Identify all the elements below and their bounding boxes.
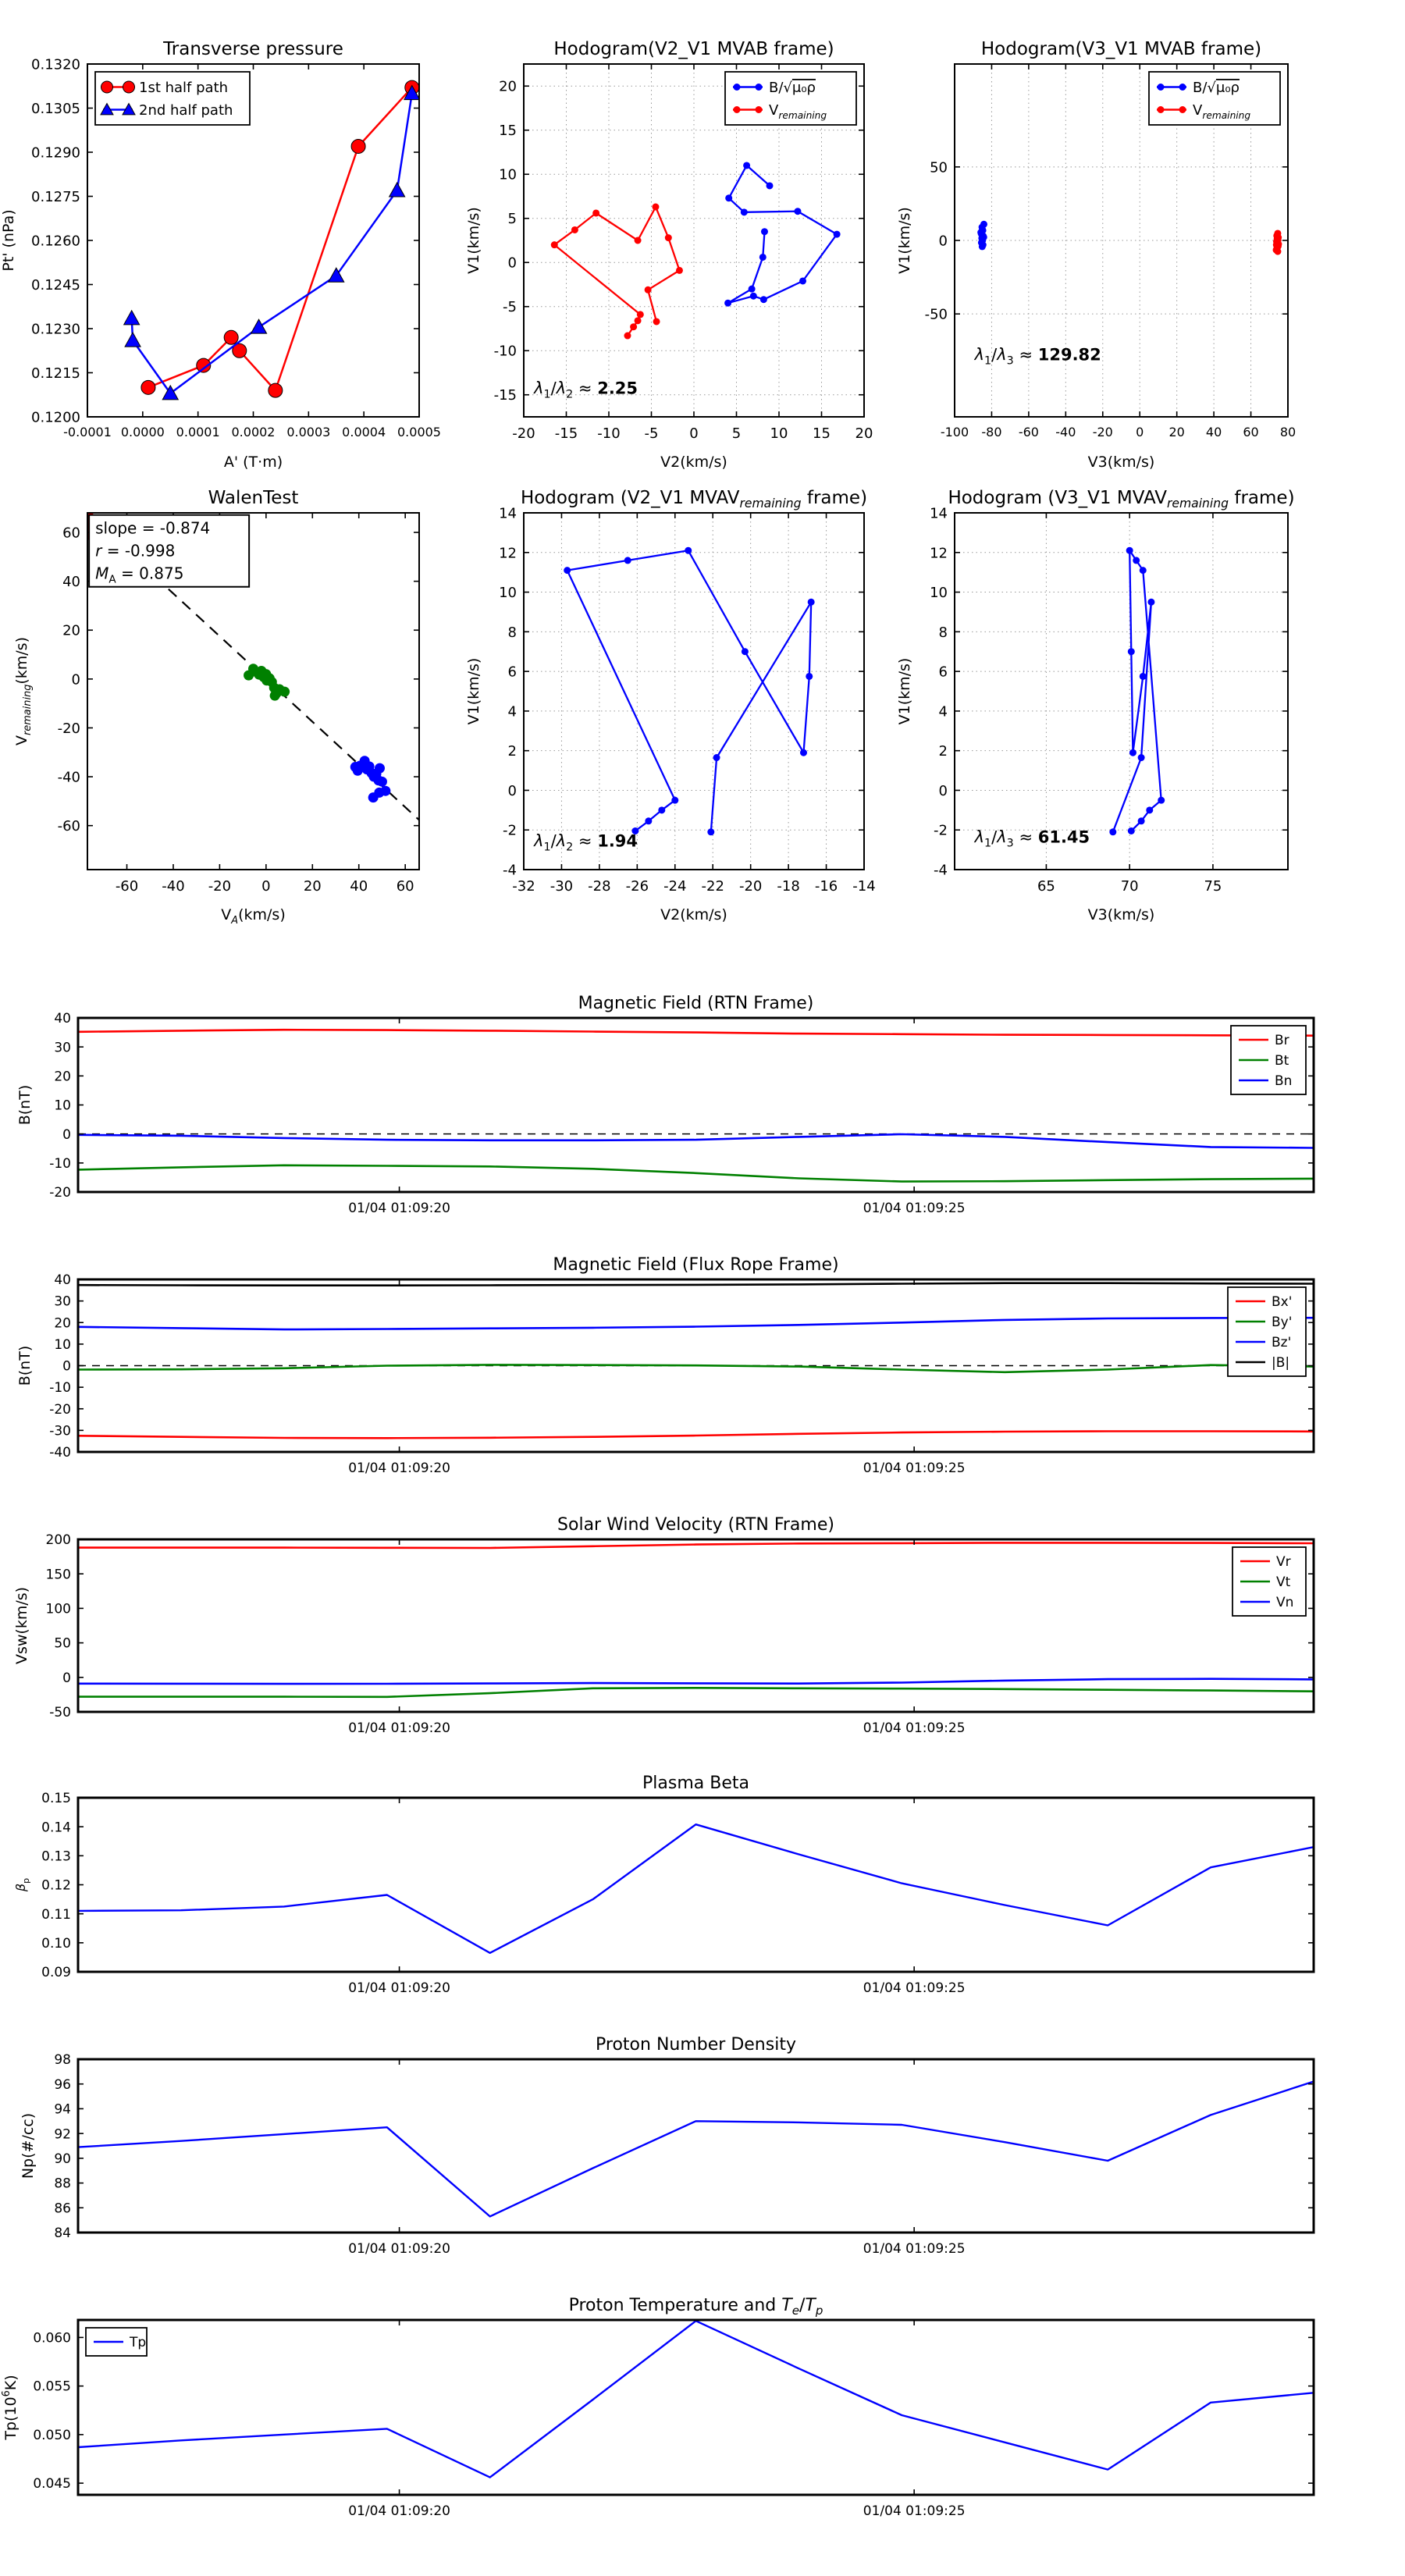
- y-tick-label: 0.1290: [31, 144, 80, 162]
- y-tick-label: -50: [49, 1705, 71, 1721]
- y-tick-label: 0.14: [41, 1820, 71, 1836]
- data-point-marker: [564, 567, 571, 574]
- y-axis-label: Np(#/cc): [20, 2112, 37, 2179]
- annotation-text: $\lambda_1/\lambda_2 \approx 1.94$: [534, 831, 638, 854]
- plot-title: Solar Wind Velocity (RTN Frame): [557, 1515, 834, 1535]
- x-tick-label: -14: [852, 878, 876, 895]
- y-tick-label: 15: [499, 123, 517, 140]
- y-tick-label: 5: [507, 211, 517, 228]
- x-tick-label: 0: [261, 878, 271, 895]
- data-point-marker: [658, 806, 665, 813]
- data-point-marker: [767, 182, 774, 189]
- legend-item-label: Vr: [1276, 1554, 1291, 1571]
- x-tick-label: 75: [1204, 878, 1222, 895]
- data-point-marker: [1275, 240, 1282, 247]
- y-tick-label: 0.045: [33, 2476, 71, 2492]
- annotation-text: $M_A = 0.875$: [95, 564, 184, 586]
- data-point-marker: [750, 293, 757, 300]
- y-tick-label: -40: [49, 1445, 71, 1461]
- data-point-marker: [645, 286, 652, 294]
- data-point-marker: [571, 226, 578, 233]
- legend-item-label: B/√μ₀ρ: [769, 79, 816, 96]
- data-point-marker: [270, 691, 280, 701]
- y-tick-label: 0: [62, 1670, 71, 1686]
- plot-title: Magnetic Field (Flux Rope Frame): [553, 1255, 839, 1275]
- x-tick-label: 65: [1037, 878, 1055, 895]
- data-point-marker: [1146, 806, 1153, 813]
- x-tick-label: 20: [855, 425, 873, 442]
- y-tick-label: 100: [45, 1601, 71, 1617]
- x-tick-label: -15: [554, 425, 578, 442]
- x-axis-label: V2(km/s): [660, 906, 727, 923]
- data-point-marker: [1158, 106, 1165, 113]
- data-point-marker: [377, 777, 387, 787]
- y-tick-label: 40: [54, 1011, 71, 1027]
- legend: [95, 72, 250, 125]
- y-tick-label: 84: [54, 2226, 71, 2242]
- data-point-marker: [713, 754, 720, 761]
- data-point-marker: [734, 84, 741, 91]
- x-tick-label: 20: [303, 878, 322, 895]
- data-point-marker: [759, 254, 767, 261]
- y-tick-label: 0.1230: [31, 321, 80, 338]
- legend-item-label: 1st half path: [139, 79, 229, 96]
- data-point-marker: [1109, 828, 1116, 835]
- x-tick-label: 10: [770, 425, 788, 442]
- x-tick-label: -20: [208, 878, 232, 895]
- y-tick-label: 40: [62, 574, 80, 591]
- y-tick-label: 8: [938, 624, 948, 641]
- y-tick-label: 0.09: [41, 1965, 71, 1981]
- y-tick-label: 92: [54, 2126, 71, 2143]
- x-tick-label: -28: [588, 878, 611, 895]
- data-point-marker: [1158, 797, 1165, 804]
- data-point-marker: [1140, 673, 1147, 680]
- x-tick-label: -40: [162, 878, 185, 895]
- data-point-marker: [800, 749, 807, 756]
- y-tick-label: -60: [57, 818, 80, 835]
- data-point-marker: [725, 194, 732, 201]
- y-tick-label: 4: [507, 703, 517, 720]
- y-axis-label: V1(km/s): [896, 207, 913, 274]
- data-point-marker: [1179, 106, 1186, 113]
- y-tick-label: 40: [54, 1272, 71, 1289]
- legend-item-label: B/√μ₀ρ: [1193, 79, 1240, 96]
- y-tick-label: -15: [493, 387, 517, 404]
- y-tick-label: 0.10: [41, 1935, 71, 1952]
- y-tick-label: 200: [45, 1532, 71, 1549]
- y-tick-label: 0.1275: [31, 188, 80, 205]
- legend-item-label: Vn: [1276, 1595, 1294, 1611]
- x-tick-label: -32: [512, 878, 535, 895]
- y-tick-label: 2: [507, 743, 517, 760]
- legend-item-label: By': [1272, 1315, 1293, 1331]
- x-tick-label: -30: [550, 878, 574, 895]
- x-tick-label: 01/04 01:09:25: [863, 2503, 966, 2519]
- plot-title: Magnetic Field (RTN Frame): [578, 994, 814, 1013]
- data-point-marker: [761, 228, 768, 235]
- data-point-marker: [624, 333, 631, 340]
- data-point-marker: [269, 383, 283, 397]
- data-point-marker: [592, 209, 599, 216]
- data-point-marker: [224, 330, 238, 344]
- y-tick-label: 50: [54, 1635, 71, 1652]
- x-tick-label: 40: [350, 878, 368, 895]
- x-tick-label: -20: [512, 425, 535, 442]
- y-tick-label: 6: [507, 664, 517, 681]
- x-tick-label: -80: [981, 425, 1002, 439]
- y-tick-label: 150: [45, 1567, 71, 1583]
- plot-title: Proton Temperature and $T_e/T_p$: [568, 2296, 823, 2318]
- y-tick-label: 10: [499, 166, 517, 183]
- data-point-marker: [1158, 84, 1165, 91]
- legend-item-label: Tp: [130, 2335, 147, 2351]
- x-tick-label: 60: [1243, 425, 1259, 439]
- data-point-marker: [665, 234, 672, 241]
- data-point-marker: [724, 300, 731, 307]
- legend: [725, 72, 856, 125]
- data-point-marker: [756, 84, 763, 91]
- data-point-marker: [653, 318, 660, 325]
- y-tick-label: 14: [499, 505, 517, 522]
- x-tick-label: 0.0003: [286, 425, 331, 439]
- y-tick-label: -20: [49, 1185, 71, 1201]
- data-point-marker: [756, 106, 763, 113]
- y-axis-label: Pt' (nPa): [0, 209, 17, 272]
- data-point-marker: [1128, 648, 1135, 655]
- y-tick-label: 0: [507, 254, 517, 272]
- x-tick-label: 01/04 01:09:25: [863, 1201, 966, 1216]
- data-point-marker: [380, 786, 390, 796]
- x-tick-label: -20: [738, 878, 763, 895]
- data-point-marker: [808, 599, 815, 606]
- y-tick-label: -50: [924, 306, 948, 323]
- y-tick-label: 0.15: [41, 1791, 71, 1807]
- x-tick-label: -5: [644, 425, 659, 442]
- x-tick-label: 0: [1136, 425, 1144, 439]
- y-tick-label: -10: [49, 1155, 71, 1172]
- annotation-text: $\lambda_1/\lambda_3 \approx 61.45$: [974, 827, 1090, 850]
- data-point-marker: [749, 286, 756, 293]
- x-tick-label: 15: [813, 425, 831, 442]
- data-point-marker: [980, 233, 987, 240]
- x-tick-label: 70: [1120, 878, 1139, 895]
- y-tick-label: -5: [503, 299, 517, 316]
- plot-title: Hodogram(V2_V1 MVAB frame): [553, 39, 834, 59]
- x-tick-label: -40: [1055, 425, 1076, 439]
- data-point-marker: [741, 208, 748, 215]
- y-tick-label: 10: [54, 1336, 71, 1353]
- y-tick-label: 30: [54, 1040, 71, 1056]
- x-tick-label: 01/04 01:09:25: [863, 1980, 966, 1996]
- y-tick-label: 0: [938, 782, 948, 799]
- annotation-text: r = -0.998: [95, 541, 176, 560]
- x-tick-label: -20: [1092, 425, 1113, 439]
- legend-item-label: Br: [1275, 1033, 1289, 1049]
- data-point-marker: [794, 208, 801, 215]
- data-point-marker: [743, 162, 750, 169]
- plot-title: Hodogram (V2_V1 $MVAV_{remaining}$ frame): [520, 488, 868, 511]
- data-point-marker: [742, 648, 749, 655]
- x-tick-label: 01/04 01:09:20: [348, 2241, 450, 2257]
- y-tick-label: 96: [54, 2076, 71, 2093]
- y-tick-label: -2: [934, 822, 948, 839]
- annotation-text: $\lambda_1/\lambda_3 \approx 129.82$: [974, 345, 1101, 368]
- legend: [1228, 1287, 1306, 1376]
- data-point-marker: [1140, 567, 1147, 574]
- data-point-marker: [1129, 749, 1136, 756]
- x-tick-label: 01/04 01:09:25: [863, 2241, 966, 2257]
- data-point-marker: [123, 81, 135, 93]
- y-tick-label: 0.1260: [31, 233, 80, 250]
- x-tick-label: 01/04 01:09:25: [863, 1720, 966, 1736]
- y-tick-label: 0.11: [41, 1906, 71, 1923]
- y-axis-label: B(nT): [16, 1084, 34, 1126]
- x-tick-label: -26: [625, 878, 649, 895]
- data-point-marker: [652, 204, 659, 211]
- data-point-marker: [834, 231, 841, 238]
- y-tick-label: 10: [930, 585, 948, 602]
- x-tick-label: 01/04 01:09:20: [348, 1980, 450, 1996]
- x-tick-label: 01/04 01:09:20: [348, 1720, 450, 1736]
- y-axis-label: $V_{remaining}(km/s)$: [13, 636, 34, 746]
- legend: [1149, 72, 1280, 125]
- plot-title: Hodogram(V3_V1 MVAB frame): [980, 39, 1262, 59]
- y-tick-label: 14: [930, 505, 948, 522]
- legend: [1231, 1026, 1306, 1094]
- x-tick-label: -22: [701, 878, 724, 895]
- data-point-marker: [806, 673, 813, 680]
- x-tick-label: 0.0002: [231, 425, 276, 439]
- y-tick-label: -4: [934, 862, 948, 879]
- x-tick-label: -100: [940, 425, 969, 439]
- x-tick-label: 5: [731, 425, 742, 442]
- data-point-marker: [1179, 84, 1186, 91]
- x-tick-label: -24: [663, 878, 687, 895]
- plot-title: Proton Number Density: [596, 2035, 796, 2055]
- data-point-marker: [635, 237, 642, 244]
- plot-title: Transverse pressure: [163, 39, 343, 59]
- y-axis-label: B(nT): [16, 1345, 34, 1386]
- data-point-marker: [1138, 754, 1145, 761]
- data-point-marker: [351, 139, 365, 153]
- y-tick-label: 4: [938, 703, 948, 720]
- x-tick-label: 0.0000: [120, 425, 165, 439]
- y-tick-label: 98: [54, 2052, 71, 2069]
- y-tick-label: -4: [503, 862, 517, 879]
- y-tick-label: 30: [54, 1293, 71, 1310]
- y-tick-label: 0: [938, 233, 948, 250]
- data-point-marker: [375, 763, 385, 774]
- data-point-marker: [637, 311, 644, 318]
- legend-item-label: Bn: [1275, 1073, 1293, 1090]
- data-point-marker: [671, 797, 678, 804]
- data-point-marker: [635, 317, 642, 324]
- data-point-marker: [1147, 599, 1154, 606]
- data-point-marker: [734, 106, 741, 113]
- legend-item-label: 2nd half path: [139, 101, 233, 119]
- y-tick-label: 20: [54, 1315, 71, 1332]
- x-axis-label: V2(km/s): [660, 454, 727, 471]
- y-tick-label: -20: [57, 720, 80, 737]
- legend-item-label: Bz': [1272, 1335, 1292, 1351]
- annotation: [974, 828, 1090, 850]
- data-point-marker: [141, 380, 155, 394]
- y-tick-label: 88: [54, 2176, 71, 2192]
- y-tick-label: 0.13: [41, 1848, 71, 1865]
- x-tick-label: 80: [1279, 425, 1297, 439]
- y-tick-label: 20: [62, 622, 80, 639]
- y-tick-label: 12: [499, 545, 517, 562]
- y-tick-label: 8: [507, 624, 517, 641]
- y-tick-label: 0.1320: [31, 56, 80, 73]
- y-tick-label: 0: [62, 1126, 71, 1143]
- data-point-marker: [1274, 248, 1281, 255]
- annotation: [89, 515, 249, 587]
- legend-item-label: $V_{remaining}$: [1193, 101, 1251, 121]
- legend-item-label: Vt: [1276, 1574, 1291, 1591]
- y-axis-label: $Tp(10^6K)$: [1, 2375, 20, 2440]
- y-tick-label: -10: [493, 343, 517, 360]
- data-point-marker: [645, 817, 652, 824]
- data-point-marker: [685, 547, 692, 554]
- x-tick-label: 01/04 01:09:20: [348, 1461, 450, 1476]
- data-point-marker: [1133, 557, 1140, 564]
- x-tick-label: 01/04 01:09:25: [863, 1461, 966, 1476]
- y-axis-label: V1(km/s): [465, 207, 482, 274]
- legend: [1232, 1547, 1306, 1616]
- y-axis-label: Vsw(km/s): [13, 1586, 30, 1665]
- x-tick-label: 0: [689, 425, 699, 442]
- data-point-marker: [101, 81, 113, 93]
- y-tick-label: 20: [54, 1069, 71, 1085]
- data-point-marker: [1138, 817, 1145, 824]
- y-tick-label: 0.1200: [31, 409, 80, 426]
- data-point-marker: [630, 323, 637, 330]
- data-point-marker: [624, 557, 631, 564]
- annotation-text: slope = -0.874: [95, 518, 211, 538]
- y-tick-label: 0.1245: [31, 276, 80, 294]
- data-point-marker: [1126, 547, 1133, 554]
- y-tick-label: 50: [930, 159, 948, 176]
- x-axis-label: V3(km/s): [1087, 906, 1155, 923]
- y-tick-label: 0.055: [33, 2379, 71, 2395]
- legend-item-label: |B|: [1272, 1355, 1290, 1372]
- y-tick-label: 60: [62, 525, 80, 542]
- y-tick-label: 10: [54, 1098, 71, 1114]
- y-tick-label: 0.060: [33, 2330, 71, 2347]
- legend-item-label: $V_{remaining}$: [769, 101, 827, 121]
- y-axis-label: $\beta_p$: [13, 1877, 31, 1892]
- y-tick-label: -20: [49, 1401, 71, 1418]
- legend: [86, 2328, 147, 2356]
- y-tick-label: 0: [71, 671, 80, 688]
- x-tick-label: -18: [777, 878, 800, 895]
- y-tick-label: 0.1215: [31, 365, 80, 382]
- x-tick-label: -60: [1018, 425, 1039, 439]
- x-axis-label: V3(km/s): [1087, 454, 1155, 471]
- y-tick-label: -10: [49, 1380, 71, 1397]
- y-tick-label: 0: [507, 782, 517, 799]
- y-tick-label: 6: [938, 664, 948, 681]
- x-axis-label: $V_A(km/s)$: [221, 906, 286, 927]
- y-tick-label: 90: [54, 2151, 71, 2167]
- data-point-marker: [760, 296, 767, 303]
- data-point-marker: [799, 277, 806, 284]
- annotation: [974, 346, 1101, 368]
- y-tick-label: 12: [930, 545, 948, 562]
- x-tick-label: 20: [1168, 425, 1185, 439]
- annotation-text: $\lambda_1/\lambda_2 \approx 2.25$: [534, 379, 638, 401]
- y-tick-label: 10: [499, 585, 517, 602]
- plot-title: WalenTest: [208, 488, 299, 508]
- x-tick-label: 01/04 01:09:20: [348, 2503, 450, 2519]
- y-tick-label: 0.1305: [31, 100, 80, 117]
- x-axis-label: A' (T·m): [223, 454, 283, 471]
- y-tick-label: 2: [938, 743, 948, 760]
- data-point-marker: [551, 241, 558, 248]
- data-point-marker: [707, 828, 714, 835]
- y-tick-label: -40: [57, 769, 80, 786]
- y-tick-label: 0: [62, 1358, 71, 1375]
- y-tick-label: 94: [54, 2101, 71, 2118]
- x-tick-label: -10: [597, 425, 621, 442]
- y-tick-label: 0.050: [33, 2427, 71, 2443]
- legend-item-label: Bt: [1275, 1053, 1289, 1069]
- data-point-marker: [279, 687, 290, 697]
- data-point-marker: [979, 243, 986, 250]
- legend-item-label: Bx': [1272, 1294, 1293, 1311]
- y-tick-label: -30: [49, 1423, 71, 1439]
- y-tick-label: -2: [503, 822, 517, 839]
- x-tick-label: 01/04 01:09:20: [348, 1201, 450, 1216]
- x-tick-label: 60: [396, 878, 414, 895]
- x-tick-label: 0.0005: [397, 425, 441, 439]
- y-tick-label: 0.12: [41, 1877, 71, 1894]
- x-tick-label: -16: [814, 878, 838, 895]
- x-tick-label: 40: [1205, 425, 1222, 439]
- x-tick-label: -60: [115, 878, 139, 895]
- plot-title: Plasma Beta: [642, 1774, 749, 1793]
- y-axis-label: V1(km/s): [896, 657, 913, 725]
- y-tick-label: 20: [499, 78, 517, 95]
- data-point-marker: [676, 267, 683, 274]
- plot-title: Hodogram (V3_V1 $MVAV_{remaining}$ frame): [948, 488, 1295, 511]
- x-tick-label: -0.0001: [63, 425, 112, 439]
- y-axis-label: V1(km/s): [465, 657, 482, 725]
- x-tick-label: 0.0004: [342, 425, 386, 439]
- x-tick-label: 0.0001: [176, 425, 220, 439]
- data-point-marker: [1128, 827, 1135, 834]
- y-tick-label: 86: [54, 2201, 71, 2217]
